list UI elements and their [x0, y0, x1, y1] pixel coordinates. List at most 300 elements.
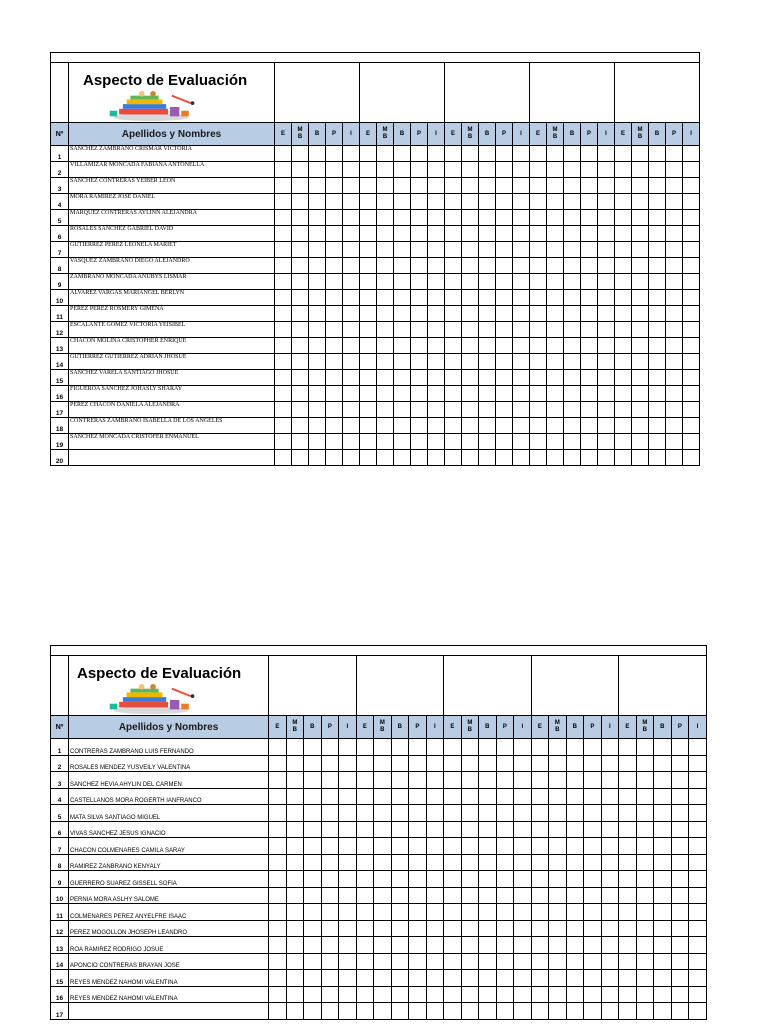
grade-cell[interactable]	[671, 1003, 689, 1020]
grade-cell[interactable]	[394, 146, 411, 162]
grade-cell[interactable]	[636, 920, 654, 937]
grade-cell[interactable]	[654, 920, 672, 937]
grade-cell[interactable]	[566, 970, 584, 987]
aspect-group-cell[interactable]	[269, 656, 357, 716]
grade-cell[interactable]	[549, 821, 567, 838]
grade-cell[interactable]	[601, 1003, 619, 1020]
grade-cell[interactable]	[269, 904, 287, 921]
grade-cell[interactable]	[326, 370, 343, 386]
grade-cell[interactable]	[339, 920, 357, 937]
grade-cell[interactable]	[356, 854, 374, 871]
grade-cell[interactable]	[530, 242, 547, 258]
grade-cell[interactable]	[428, 194, 445, 210]
grade-cell[interactable]	[566, 1003, 584, 1020]
grade-cell[interactable]	[547, 402, 564, 418]
grade-cell[interactable]	[343, 386, 360, 402]
grade-cell[interactable]	[479, 370, 496, 386]
grade-cell[interactable]	[409, 854, 427, 871]
grade-cell[interactable]	[394, 242, 411, 258]
grade-cell[interactable]	[654, 854, 672, 871]
grade-cell[interactable]	[666, 290, 683, 306]
grade-cell[interactable]	[654, 970, 672, 987]
grade-cell[interactable]	[564, 370, 581, 386]
grade-cell[interactable]	[649, 370, 666, 386]
grade-cell[interactable]	[479, 290, 496, 306]
grade-cell[interactable]	[632, 162, 649, 178]
grade-cell[interactable]	[530, 146, 547, 162]
grade-cell[interactable]	[496, 146, 513, 162]
grade-cell[interactable]	[615, 306, 632, 322]
grade-cell[interactable]	[496, 854, 514, 871]
grade-cell[interactable]	[409, 937, 427, 954]
grade-cell[interactable]	[321, 739, 339, 756]
grade-cell[interactable]	[479, 937, 497, 954]
grade-cell[interactable]	[343, 194, 360, 210]
grade-cell[interactable]	[598, 402, 615, 418]
grade-cell[interactable]	[598, 370, 615, 386]
aspect-group-cell[interactable]	[275, 63, 360, 123]
grade-cell[interactable]	[309, 418, 326, 434]
grade-cell[interactable]	[360, 210, 377, 226]
grade-cell[interactable]	[513, 194, 530, 210]
grade-cell[interactable]	[304, 871, 322, 888]
grade-cell[interactable]	[479, 986, 497, 1003]
grade-cell[interactable]	[309, 402, 326, 418]
grade-cell[interactable]	[292, 210, 309, 226]
grade-cell[interactable]	[461, 953, 479, 970]
grade-cell[interactable]	[445, 402, 462, 418]
grade-cell[interactable]	[286, 887, 304, 904]
grade-cell[interactable]	[566, 937, 584, 954]
grade-cell[interactable]	[530, 386, 547, 402]
grade-cell[interactable]	[374, 920, 392, 937]
grade-cell[interactable]	[462, 322, 479, 338]
grade-cell[interactable]	[461, 772, 479, 789]
grade-cell[interactable]	[286, 821, 304, 838]
grade-cell[interactable]	[496, 418, 513, 434]
grade-cell[interactable]	[374, 953, 392, 970]
grade-cell[interactable]	[683, 338, 700, 354]
grade-cell[interactable]	[666, 274, 683, 290]
grade-cell[interactable]	[309, 274, 326, 290]
grade-cell[interactable]	[549, 871, 567, 888]
grade-cell[interactable]	[269, 772, 287, 789]
grade-cell[interactable]	[411, 178, 428, 194]
grade-cell[interactable]	[598, 162, 615, 178]
grade-cell[interactable]	[530, 322, 547, 338]
grade-cell[interactable]	[632, 274, 649, 290]
grade-cell[interactable]	[339, 821, 357, 838]
grade-cell[interactable]	[374, 937, 392, 954]
grade-cell[interactable]	[513, 370, 530, 386]
grade-cell[interactable]	[632, 194, 649, 210]
grade-cell[interactable]	[275, 450, 292, 466]
grade-cell[interactable]	[444, 821, 462, 838]
grade-cell[interactable]	[462, 226, 479, 242]
grade-cell[interactable]	[649, 354, 666, 370]
grade-cell[interactable]	[292, 258, 309, 274]
aspect-group-cell[interactable]	[530, 63, 615, 123]
grade-cell[interactable]	[391, 739, 409, 756]
grade-cell[interactable]	[444, 772, 462, 789]
grade-cell[interactable]	[671, 937, 689, 954]
grade-cell[interactable]	[461, 1003, 479, 1020]
grade-cell[interactable]	[654, 838, 672, 855]
grade-cell[interactable]	[304, 970, 322, 987]
grade-cell[interactable]	[615, 258, 632, 274]
grade-cell[interactable]	[304, 772, 322, 789]
grade-cell[interactable]	[530, 162, 547, 178]
grade-cell[interactable]	[286, 937, 304, 954]
grade-cell[interactable]	[343, 418, 360, 434]
grade-cell[interactable]	[514, 970, 532, 987]
grade-cell[interactable]	[549, 739, 567, 756]
grade-cell[interactable]	[309, 338, 326, 354]
grade-cell[interactable]	[496, 937, 514, 954]
grade-cell[interactable]	[598, 418, 615, 434]
grade-cell[interactable]	[409, 838, 427, 855]
grade-cell[interactable]	[619, 920, 637, 937]
grade-cell[interactable]	[547, 306, 564, 322]
grade-cell[interactable]	[377, 434, 394, 450]
grade-cell[interactable]	[304, 887, 322, 904]
grade-cell[interactable]	[356, 937, 374, 954]
grade-cell[interactable]	[428, 418, 445, 434]
grade-cell[interactable]	[391, 821, 409, 838]
grade-cell[interactable]	[428, 402, 445, 418]
grade-cell[interactable]	[428, 210, 445, 226]
grade-cell[interactable]	[309, 354, 326, 370]
grade-cell[interactable]	[496, 805, 514, 822]
grade-cell[interactable]	[309, 258, 326, 274]
grade-cell[interactable]	[321, 986, 339, 1003]
grade-cell[interactable]	[615, 338, 632, 354]
grade-cell[interactable]	[496, 434, 513, 450]
grade-cell[interactable]	[377, 402, 394, 418]
grade-cell[interactable]	[409, 755, 427, 772]
grade-cell[interactable]	[479, 226, 496, 242]
grade-cell[interactable]	[411, 338, 428, 354]
grade-cell[interactable]	[666, 322, 683, 338]
grade-cell[interactable]	[309, 322, 326, 338]
grade-cell[interactable]	[531, 821, 549, 838]
grade-cell[interactable]	[671, 986, 689, 1003]
grade-cell[interactable]	[581, 434, 598, 450]
grade-cell[interactable]	[391, 871, 409, 888]
grade-cell[interactable]	[566, 904, 584, 921]
grade-cell[interactable]	[649, 434, 666, 450]
grade-cell[interactable]	[391, 838, 409, 855]
grade-cell[interactable]	[321, 871, 339, 888]
grade-cell[interactable]	[426, 838, 444, 855]
grade-cell[interactable]	[636, 788, 654, 805]
grade-cell[interactable]	[601, 970, 619, 987]
grade-cell[interactable]	[649, 322, 666, 338]
grade-cell[interactable]	[275, 194, 292, 210]
grade-cell[interactable]	[531, 1003, 549, 1020]
grade-cell[interactable]	[391, 854, 409, 871]
grade-cell[interactable]	[581, 338, 598, 354]
grade-cell[interactable]	[304, 838, 322, 855]
grade-cell[interactable]	[479, 970, 497, 987]
grade-cell[interactable]	[636, 854, 654, 871]
grade-cell[interactable]	[615, 162, 632, 178]
grade-cell[interactable]	[615, 322, 632, 338]
grade-cell[interactable]	[445, 210, 462, 226]
grade-cell[interactable]	[531, 772, 549, 789]
grade-cell[interactable]	[601, 739, 619, 756]
grade-cell[interactable]	[321, 854, 339, 871]
grade-cell[interactable]	[615, 146, 632, 162]
grade-cell[interactable]	[356, 838, 374, 855]
grade-cell[interactable]	[632, 306, 649, 322]
grade-cell[interactable]	[411, 210, 428, 226]
grade-cell[interactable]	[549, 772, 567, 789]
grade-cell[interactable]	[356, 772, 374, 789]
grade-cell[interactable]	[374, 904, 392, 921]
grade-cell[interactable]	[409, 739, 427, 756]
grade-cell[interactable]	[269, 755, 287, 772]
grade-cell[interactable]	[343, 306, 360, 322]
grade-cell[interactable]	[649, 226, 666, 242]
grade-cell[interactable]	[496, 290, 513, 306]
grade-cell[interactable]	[377, 290, 394, 306]
grade-cell[interactable]	[321, 772, 339, 789]
grade-cell[interactable]	[530, 434, 547, 450]
grade-cell[interactable]	[411, 146, 428, 162]
grade-cell[interactable]	[411, 370, 428, 386]
grade-cell[interactable]	[564, 178, 581, 194]
grade-cell[interactable]	[479, 194, 496, 210]
grade-cell[interactable]	[360, 450, 377, 466]
grade-cell[interactable]	[304, 755, 322, 772]
grade-cell[interactable]	[409, 904, 427, 921]
grade-cell[interactable]	[566, 953, 584, 970]
grade-cell[interactable]	[530, 418, 547, 434]
grade-cell[interactable]	[598, 226, 615, 242]
grade-cell[interactable]	[269, 805, 287, 822]
grade-cell[interactable]	[689, 821, 707, 838]
grade-cell[interactable]	[671, 772, 689, 789]
grade-cell[interactable]	[321, 920, 339, 937]
grade-cell[interactable]	[360, 226, 377, 242]
grade-cell[interactable]	[619, 772, 637, 789]
grade-cell[interactable]	[564, 162, 581, 178]
grade-cell[interactable]	[671, 805, 689, 822]
aspect-group-cell[interactable]	[531, 656, 619, 716]
grade-cell[interactable]	[513, 274, 530, 290]
grade-cell[interactable]	[275, 418, 292, 434]
grade-cell[interactable]	[514, 887, 532, 904]
grade-cell[interactable]	[566, 871, 584, 888]
grade-cell[interactable]	[564, 386, 581, 402]
grade-cell[interactable]	[269, 821, 287, 838]
grade-cell[interactable]	[654, 821, 672, 838]
grade-cell[interactable]	[547, 418, 564, 434]
grade-cell[interactable]	[549, 755, 567, 772]
grade-cell[interactable]	[581, 178, 598, 194]
grade-cell[interactable]	[377, 418, 394, 434]
grade-cell[interactable]	[356, 953, 374, 970]
grade-cell[interactable]	[391, 953, 409, 970]
grade-cell[interactable]	[309, 450, 326, 466]
grade-cell[interactable]	[377, 162, 394, 178]
grade-cell[interactable]	[615, 242, 632, 258]
grade-cell[interactable]	[564, 354, 581, 370]
grade-cell[interactable]	[445, 386, 462, 402]
grade-cell[interactable]	[479, 322, 496, 338]
grade-cell[interactable]	[309, 162, 326, 178]
grade-cell[interactable]	[619, 986, 637, 1003]
grade-cell[interactable]	[411, 434, 428, 450]
grade-cell[interactable]	[391, 920, 409, 937]
grade-cell[interactable]	[356, 920, 374, 937]
grade-cell[interactable]	[689, 887, 707, 904]
grade-cell[interactable]	[411, 386, 428, 402]
grade-cell[interactable]	[462, 338, 479, 354]
grade-cell[interactable]	[343, 274, 360, 290]
grade-cell[interactable]	[601, 788, 619, 805]
grade-cell[interactable]	[445, 226, 462, 242]
grade-cell[interactable]	[654, 788, 672, 805]
grade-cell[interactable]	[391, 887, 409, 904]
grade-cell[interactable]	[615, 418, 632, 434]
grade-cell[interactable]	[671, 788, 689, 805]
grade-cell[interactable]	[636, 755, 654, 772]
grade-cell[interactable]	[461, 920, 479, 937]
grade-cell[interactable]	[479, 274, 496, 290]
grade-cell[interactable]	[513, 450, 530, 466]
grade-cell[interactable]	[445, 274, 462, 290]
grade-cell[interactable]	[514, 805, 532, 822]
grade-cell[interactable]	[461, 871, 479, 888]
aspect-group-cell[interactable]	[445, 63, 530, 123]
grade-cell[interactable]	[514, 904, 532, 921]
grade-cell[interactable]	[564, 146, 581, 162]
grade-cell[interactable]	[531, 755, 549, 772]
grade-cell[interactable]	[426, 739, 444, 756]
grade-cell[interactable]	[309, 194, 326, 210]
grade-cell[interactable]	[683, 306, 700, 322]
grade-cell[interactable]	[531, 970, 549, 987]
grade-cell[interactable]	[566, 887, 584, 904]
grade-cell[interactable]	[619, 904, 637, 921]
grade-cell[interactable]	[360, 338, 377, 354]
grade-cell[interactable]	[479, 755, 497, 772]
grade-cell[interactable]	[598, 210, 615, 226]
grade-cell[interactable]	[394, 418, 411, 434]
grade-cell[interactable]	[683, 434, 700, 450]
grade-cell[interactable]	[513, 146, 530, 162]
grade-cell[interactable]	[326, 194, 343, 210]
grade-cell[interactable]	[339, 953, 357, 970]
grade-cell[interactable]	[275, 402, 292, 418]
grade-cell[interactable]	[649, 146, 666, 162]
grade-cell[interactable]	[444, 871, 462, 888]
grade-cell[interactable]	[666, 258, 683, 274]
grade-cell[interactable]	[426, 986, 444, 1003]
grade-cell[interactable]	[689, 739, 707, 756]
grade-cell[interactable]	[374, 1003, 392, 1020]
grade-cell[interactable]	[391, 788, 409, 805]
grade-cell[interactable]	[649, 178, 666, 194]
grade-cell[interactable]	[547, 386, 564, 402]
grade-cell[interactable]	[444, 904, 462, 921]
grade-cell[interactable]	[671, 739, 689, 756]
grade-cell[interactable]	[275, 242, 292, 258]
grade-cell[interactable]	[601, 805, 619, 822]
grade-cell[interactable]	[584, 887, 602, 904]
grade-cell[interactable]	[531, 838, 549, 855]
grade-cell[interactable]	[343, 162, 360, 178]
grade-cell[interactable]	[394, 434, 411, 450]
grade-cell[interactable]	[601, 871, 619, 888]
grade-cell[interactable]	[671, 920, 689, 937]
grade-cell[interactable]	[666, 162, 683, 178]
grade-cell[interactable]	[496, 821, 514, 838]
grade-cell[interactable]	[461, 854, 479, 871]
grade-cell[interactable]	[275, 226, 292, 242]
grade-cell[interactable]	[547, 210, 564, 226]
grade-cell[interactable]	[394, 178, 411, 194]
grade-cell[interactable]	[683, 402, 700, 418]
grade-cell[interactable]	[531, 904, 549, 921]
grade-cell[interactable]	[445, 242, 462, 258]
grade-cell[interactable]	[549, 854, 567, 871]
grade-cell[interactable]	[666, 386, 683, 402]
grade-cell[interactable]	[601, 986, 619, 1003]
grade-cell[interactable]	[275, 338, 292, 354]
grade-cell[interactable]	[636, 953, 654, 970]
grade-cell[interactable]	[689, 854, 707, 871]
grade-cell[interactable]	[581, 210, 598, 226]
grade-cell[interactable]	[601, 937, 619, 954]
grade-cell[interactable]	[513, 322, 530, 338]
grade-cell[interactable]	[666, 418, 683, 434]
grade-cell[interactable]	[636, 821, 654, 838]
grade-cell[interactable]	[309, 210, 326, 226]
grade-cell[interactable]	[683, 370, 700, 386]
grade-cell[interactable]	[683, 450, 700, 466]
grade-cell[interactable]	[391, 986, 409, 1003]
grade-cell[interactable]	[269, 937, 287, 954]
grade-cell[interactable]	[462, 306, 479, 322]
grade-cell[interactable]	[343, 226, 360, 242]
grade-cell[interactable]	[619, 937, 637, 954]
grade-cell[interactable]	[326, 338, 343, 354]
grade-cell[interactable]	[496, 306, 513, 322]
grade-cell[interactable]	[275, 290, 292, 306]
grade-cell[interactable]	[428, 226, 445, 242]
grade-cell[interactable]	[496, 242, 513, 258]
grade-cell[interactable]	[275, 258, 292, 274]
grade-cell[interactable]	[689, 904, 707, 921]
grade-cell[interactable]	[339, 788, 357, 805]
grade-cell[interactable]	[360, 370, 377, 386]
grade-cell[interactable]	[428, 242, 445, 258]
grade-cell[interactable]	[426, 937, 444, 954]
grade-cell[interactable]	[496, 210, 513, 226]
grade-cell[interactable]	[584, 937, 602, 954]
grade-cell[interactable]	[444, 739, 462, 756]
grade-cell[interactable]	[426, 788, 444, 805]
grade-cell[interactable]	[426, 1003, 444, 1020]
grade-cell[interactable]	[339, 838, 357, 855]
grade-cell[interactable]	[549, 937, 567, 954]
grade-cell[interactable]	[304, 953, 322, 970]
grade-cell[interactable]	[292, 418, 309, 434]
grade-cell[interactable]	[409, 970, 427, 987]
